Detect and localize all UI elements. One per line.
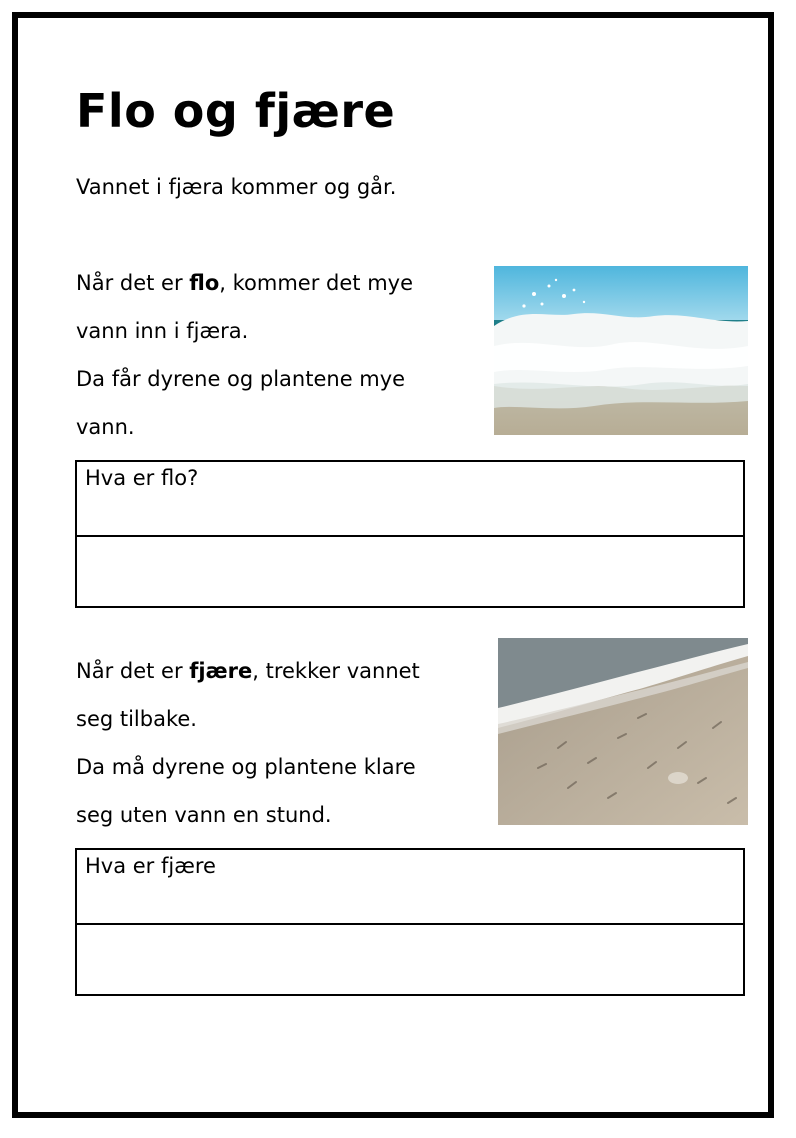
fjaere-answer-field[interactable] (77, 923, 743, 994)
flo-keyword: flo (189, 271, 220, 295)
flo-line-3: Da får dyrene og plantene mye (76, 367, 406, 391)
fjaere-line-1 (76, 647, 486, 695)
intro-text: Vannet i fjæra kommer og går. (76, 175, 397, 199)
fjaere-line-4: seg uten vann en stund. (76, 803, 332, 827)
wave-photo (494, 266, 748, 435)
flo-line-2: vann inn i fjæra. (76, 319, 249, 343)
flo-line-1-post: , kommer det mye (219, 271, 413, 295)
fjaere-line-1-post: , trekker vannet (252, 659, 420, 683)
flo-line-4: vann. (76, 415, 135, 439)
beach-photo (498, 638, 748, 825)
fjaere-line-3: Da må dyrene og plantene klare (76, 755, 416, 779)
fjaere-line-2: seg tilbake. (76, 707, 197, 731)
fjaere-paragraph (76, 647, 486, 839)
fjaere-question-box (75, 848, 745, 996)
page-title: Flo og fjære (76, 84, 396, 138)
fjaere-line-1-pre: Når det er (76, 659, 190, 683)
flo-line-1 (76, 259, 476, 307)
flo-question-label: Hva er flo? (85, 466, 199, 490)
flo-line-1-pre: Når det er (76, 271, 190, 295)
flo-paragraph (76, 259, 476, 451)
beach-illustration (498, 638, 748, 825)
fjaere-keyword: fjære (189, 659, 253, 683)
wave-illustration (494, 266, 748, 435)
flo-answer-field[interactable] (77, 535, 743, 606)
flo-question-box (75, 460, 745, 608)
fjaere-question-label: Hva er fjære (85, 854, 216, 878)
